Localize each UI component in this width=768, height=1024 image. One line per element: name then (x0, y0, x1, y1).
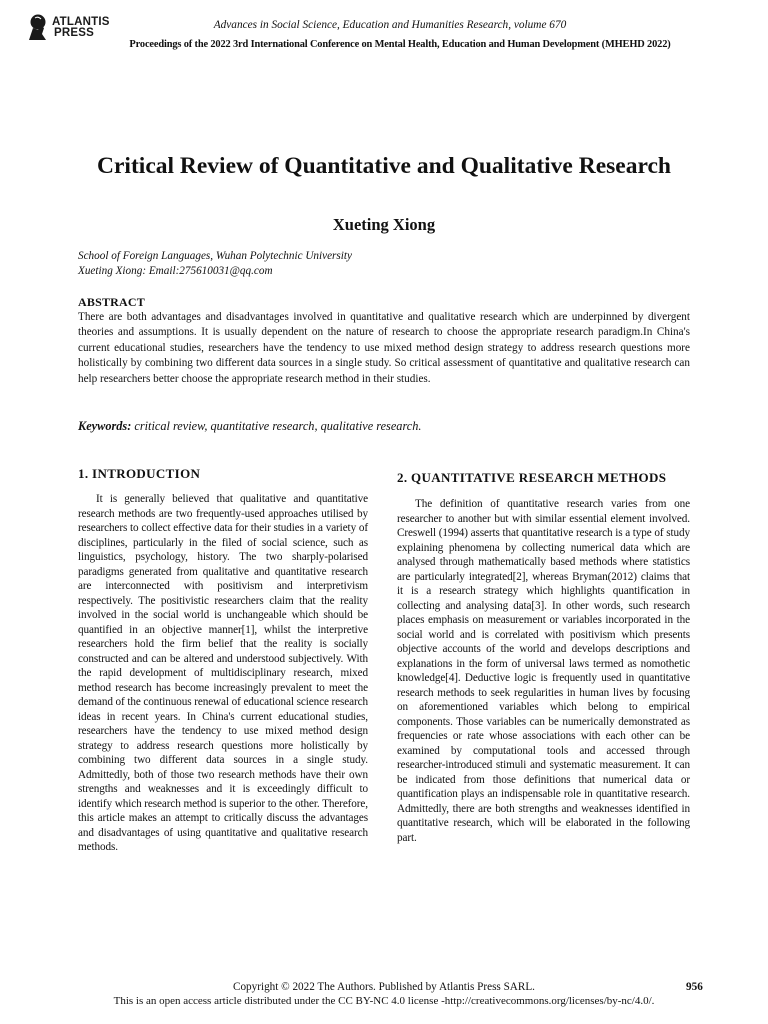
quantitative-body: The definition of quantitative research varies from one researcher to another but with similar essential element involved. Creswell (1994) asserts that quantitative research is a type of study explaining phenomena by collecting numerical data which are analysed through mathematically based methods where statistics are particularly integrated[2], whereas Bryman(2012) claims that it is a research strategy which highlights quantification in collecting and analysing data[3]. In other words, such research places emphasis on measurement or variables incorporated in the social world and is correlated with positivism which presents objective accounts of the world and develops descriptions and explanations in the form of universal laws termed as nomothetic knowledge[4]. Deductive logic is frequently used in quantitative research methods to seek regularities in human lives by focusing on aforementioned variables which belong to empirical components. Those variables can be numerically demonstrated as frequencies or rate whose associations with each other can be examined by computational tools and accessed through researcher-introduced stimuli and systematic measurement. It can be indicated from those definitions that numerical data or quantification plays an indispensable role in quantitative research. Admittedly, there are both strengths and weaknesses identified in quantitative research, which will be elaborated in the following part. (397, 498, 690, 844)
section-heading-introduction: 1. INTRODUCTION (78, 466, 201, 481)
introduction-body: It is generally believed that qualitative and quantitative research methods are two frequently-used approaches utilised by researchers to collect effective data for their studies in a variety of disciplines, particularly in the filed of social science, such as linguistics, psychology, history. The two sharply-polarised paradigms generated from qualitative and quantitative research are interconnected with positivism and interpretivism respectively. The positivistic researchers claim that the reality involved in the social world is unchangeable which should be quantified in an objective manner[1], whilst the interpretive researchers hold the firm belief that the reality is socially constructed and can be altered and understood subjectively. With the rapid development of multidisciplinary research, mixed method research has become increasingly prevalent to meet the demand of the continuous renewal of educational science research ideas in recent years. In China's current educational studies, researchers have the tendency to use mixed method design strategy to address research questions more holistically by combining two different data sources in a single study. Admittedly, both of those two research methods have their own strengths and weaknesses and it is exceedingly difficult to identify which research method is superior to the other. Therefore, this article makes an attempt to critically discuss the advantages and disadvantages of using quantitative and qualitative research methods. (78, 493, 368, 853)
footer-license: This is an open access article distributed under the CC BY-NC 4.0 license -http://creativecommons.org/licenses/by-nc/4.0/. (113, 995, 655, 1007)
publisher-logo (26, 14, 126, 42)
abstract-text: There are both advantages and disadvantages involved in quantitative and qualitative research which are underpinned by divergent theories and assumptions. It is usually dependent on the nature of research to choose the appropriate research paradigm.In China's current educational studies, researchers have the tendency to use mixed method design strategy to address research questions more holistically by combining two different data sources in a single study. So critical assessment of quantitative and qualitative research can help researchers better choose the appropriate research method in their studies. (78, 311, 690, 385)
atlas-figure-icon (26, 14, 50, 40)
publisher-logo-line1: ATLANTIS (52, 16, 110, 28)
footer-copyright: Copyright © 2022 The Authors. Published by Atlantis Press SARL. (233, 981, 535, 993)
abstract-heading: ABSTRACT (78, 295, 145, 309)
keywords-text: critical review, quantitative research, qualitative research. (134, 419, 422, 433)
author-contact: Xueting Xiong: Email:275610031@qq.com (78, 265, 273, 277)
publisher-logo-line2: PRESS (54, 27, 94, 39)
page-number: 956 (686, 981, 703, 993)
keywords-label: Keywords: (78, 419, 132, 433)
author-affiliation: School of Foreign Languages, Wuhan Polytechnic University (78, 250, 352, 262)
journal-header: Advances in Social Science, Education and Humanities Research, volume 670 (213, 19, 567, 31)
keywords-line (78, 419, 690, 434)
proceedings-header: Proceedings of the 2022 3rd International Conference on Mental Health, Education and Human Development (MHEHD 2022) (129, 39, 671, 50)
paper-author: Xueting Xiong (332, 215, 436, 234)
paper-title: Critical Review of Quantitative and Qualitative Research (97, 153, 671, 179)
section-heading-quantitative: 2. QUANTITATIVE RESEARCH METHODS (397, 470, 667, 485)
